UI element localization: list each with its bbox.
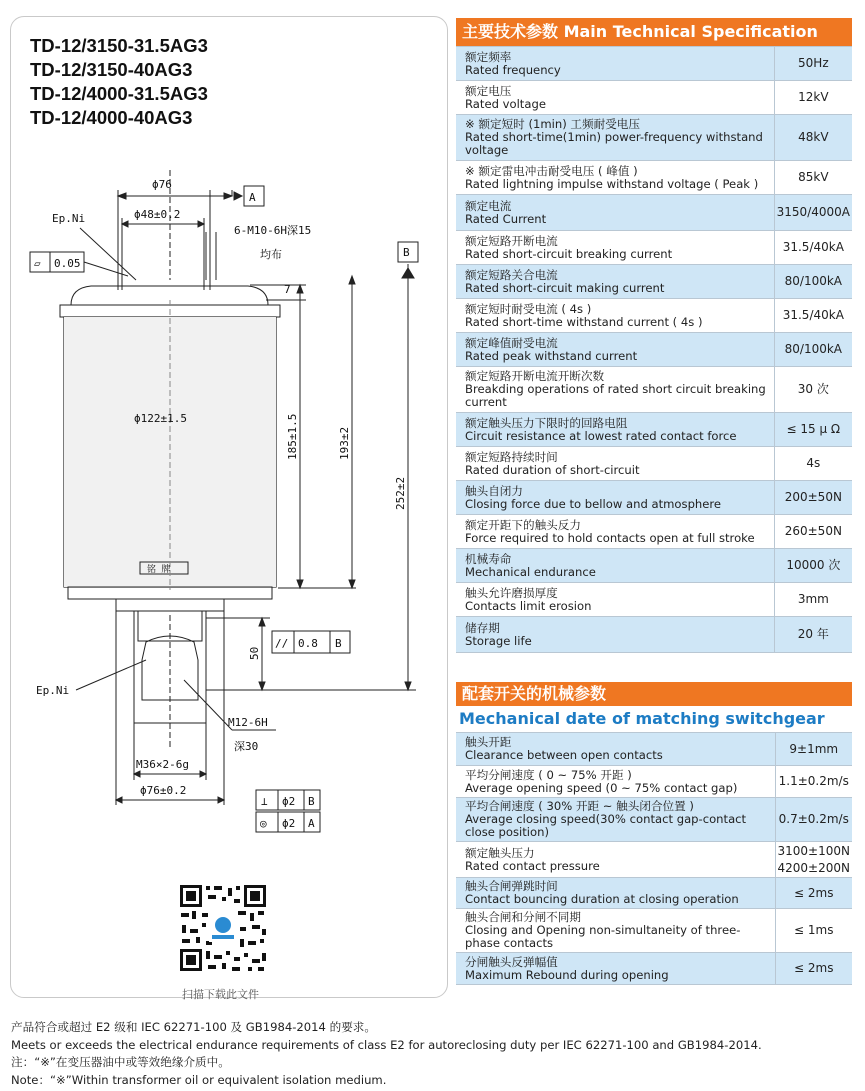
spec-row (456, 81, 852, 115)
parallel-symbol: // (275, 637, 289, 650)
spec-label-en: Contacts limit erosion (465, 598, 592, 613)
spec-label (456, 195, 774, 231)
depth30-label: 深30 (234, 740, 259, 753)
spec-value (774, 515, 852, 549)
parallel-ref: B (335, 637, 342, 650)
spec-label-zh: 分闸触头反弹幅值 (465, 954, 558, 969)
parallel-value: 0.8 (298, 637, 318, 650)
qr-caption: 扫描下载此文件 (182, 988, 259, 1001)
spec-label-zh: ※ 额定短时 (1min) 工频耐受电压 (465, 117, 640, 131)
spec-value-text: ≤ 15 μ Ω (786, 422, 841, 436)
spec-label-zh: 触头开距 (465, 735, 512, 749)
spec-value (774, 413, 852, 447)
spec-label-zh: 额定短时耐受电流 ( 4s ) (465, 301, 592, 316)
spec-label (456, 909, 775, 953)
dim-252: 252±2 (394, 476, 407, 510)
spec-label (456, 798, 775, 842)
spec-row (456, 265, 852, 299)
spec-value-text: 260±50N (784, 524, 842, 538)
logo-icon (215, 917, 231, 933)
dim-d122: ϕ122±1.5 (134, 412, 187, 425)
spec-label-en: Rated voltage (465, 96, 546, 111)
spec-value-text: 3100±100N (777, 843, 850, 858)
spec-label-en: Contact bouncing duration at closing operation (465, 892, 739, 906)
spec-label-zh: 触头自闭力 (465, 483, 523, 498)
spec-label-en: Rated short-circuit making current (465, 280, 665, 295)
spec-value-text: 10000 次 (786, 558, 841, 572)
spec-row (456, 447, 852, 481)
spec-value-text: ≤ 2ms (794, 961, 834, 975)
footer-line: Meets or exceeds the electrical endurance requirements of class E2 for autoreclosing duty per IEC 62271-100 and GB1984-2014. (11, 1037, 762, 1052)
spec-row (456, 953, 852, 985)
spec-label-en: Mechanical endurance (465, 564, 596, 579)
dim-d76-top: ϕ76 (152, 178, 172, 191)
spec-value-text: 9±1mm (789, 741, 839, 756)
spec-label-zh: 额定短路关合电流 (465, 267, 558, 282)
ep-ni-bottom-label: Ep.Ni (36, 684, 70, 697)
spec-label-zh: 额定短路开断电流 (465, 233, 558, 248)
spec-label (456, 515, 774, 549)
mech-table (456, 732, 852, 985)
spec-label-en: Closing and Opening non-simultaneity of three-phase contacts (465, 923, 741, 950)
spec-value-text: 85kV (798, 170, 829, 184)
qr-code[interactable] (178, 883, 268, 973)
spec-label-en: Average opening speed (0 ~ 75% contact gap) (465, 780, 738, 795)
spec-label-en: Rated short-time withstand current ( 4s ) (465, 314, 703, 329)
spec-label-zh: 额定频率 (465, 49, 512, 64)
spec-label-zh: 额定开距下的触头反力 (465, 517, 581, 532)
dim-50: 50 (248, 646, 261, 660)
spec-label (456, 265, 774, 299)
m36-label: M36×2-6g (136, 758, 189, 771)
model-name: TD-12/3150-31.5AG3 (30, 35, 208, 56)
spec-label-zh: 额定峰值耐受电流 (465, 335, 558, 350)
spec-label-en: Maximum Rebound during opening (465, 967, 669, 982)
spec-row (456, 909, 852, 953)
spec-label (456, 447, 774, 481)
spec-table (456, 46, 852, 653)
flatness-value: 0.05 (54, 257, 81, 270)
dim-185: 185±1.5 (286, 413, 299, 460)
spec-value (774, 617, 852, 653)
spec-value (774, 299, 852, 333)
dim-d76-bottom: ϕ76±0.2 (140, 784, 187, 797)
spec-row (456, 842, 852, 878)
spec-label (456, 481, 774, 515)
spec-section (456, 18, 852, 653)
spec-label (456, 81, 774, 115)
spec-label-zh: 平均合闸速度 ( 30% 开距 ~ 触头闭合位置 ) (465, 799, 694, 813)
model-name: TD-12/3150-40AG3 (30, 59, 193, 80)
nameplate-label: 铭 牌 (147, 565, 171, 575)
spec-label (456, 953, 775, 985)
spec-value (774, 195, 852, 231)
footer-line: Note：“※”Within transformer oil or equivalent isolation medium. (11, 1072, 387, 1087)
spec-label-en: Rated short-time(1min) power-frequency withstand voltage (465, 130, 763, 157)
datum-a-label: A (249, 191, 256, 204)
model-name: TD-12/4000-40AG3 (30, 107, 193, 128)
dim-d48: ϕ48±0.2 (134, 208, 181, 221)
spec-value-text: 3mm (797, 592, 829, 606)
concentric-symbol: ◎ (260, 817, 267, 830)
spec-label-en: Circuit resistance at lowest rated contact force (465, 428, 737, 443)
spec-value-text: 50Hz (798, 56, 829, 70)
spec-value (774, 47, 852, 81)
spec-label-zh: 额定短路开断电流开断次数 (465, 369, 605, 383)
spec-label-zh: 储存期 (465, 620, 500, 635)
spec-row (456, 47, 852, 81)
spec-label (456, 549, 774, 583)
spec-label (456, 47, 774, 81)
spec-row (456, 515, 852, 549)
spec-label-en: Storage life (465, 633, 532, 648)
spec-label-zh: 机械寿命 (465, 551, 512, 566)
spec-label-zh: ※ 额定雷电冲击耐受电压 ( 峰值 ) (465, 163, 638, 178)
dim-7: 7 (284, 283, 291, 296)
spec-row (456, 161, 852, 195)
spec-label (456, 299, 774, 333)
spec-value-text: 30 次 (797, 382, 829, 396)
spec-row (456, 798, 852, 842)
thread-top-label: 6-M10-6H深15 (234, 224, 312, 237)
spec-row (456, 878, 852, 909)
spec-row (456, 413, 852, 447)
spec-value (774, 231, 852, 265)
spec-label-en: Rated frequency (465, 62, 561, 77)
spec-label-en: Rated duration of short-circuit (465, 462, 640, 477)
spec-value-text: 12kV (798, 90, 829, 104)
spec-value (775, 878, 852, 909)
spec-value (774, 265, 852, 299)
spec-value (774, 549, 852, 583)
spec-label-en: Rated short-circuit breaking current (465, 246, 673, 261)
spec-row (456, 617, 852, 653)
flatness-symbol: ▱ (34, 257, 41, 270)
spec-value-text: ≤ 1ms (794, 923, 834, 937)
spec-row (456, 583, 852, 617)
spec-label (456, 413, 774, 447)
spec-row (456, 481, 852, 515)
spec-value (775, 798, 852, 842)
spec-label (456, 617, 774, 653)
spec-label-zh: 触头合闸和分闸不同期 (465, 910, 581, 924)
spec-label-zh: 触头合闸弹跳时间 (465, 879, 558, 893)
mech-section-subtitle: Mechanical date of matching switchgear (459, 709, 825, 728)
spec-value-text: 1.1±0.2m/s (778, 774, 849, 788)
spec-row (456, 367, 852, 413)
spec-value-text: 4s (806, 456, 821, 470)
spec-value-text: 31.5/40kA (782, 308, 844, 322)
spec-label (456, 766, 775, 798)
datum-b-label: B (403, 246, 410, 259)
footer-notes (11, 1019, 762, 1089)
spec-label-en: Rated contact pressure (465, 858, 600, 873)
spec-row (456, 231, 852, 265)
ep-ni-top-label: Ep.Ni (52, 212, 86, 225)
spec-label-en: Rated lightning impulse withstand voltage ( Peak ) (465, 176, 759, 191)
spec-label-en: Rated Current (465, 211, 547, 226)
spec-value-text: 48kV (798, 130, 829, 144)
spec-label-en: Closing force due to bellow and atmosphere (465, 496, 722, 511)
spec-label-en: Breakding operations of rated short circuit breaking current (465, 382, 766, 409)
spec-value (775, 842, 852, 878)
perp-symbol: ⊥ (261, 795, 268, 808)
perp-ref: B (308, 795, 315, 808)
spec-row (456, 733, 852, 766)
spec-label (456, 878, 775, 909)
spec-row (456, 299, 852, 333)
perp-value: ϕ2 (282, 795, 296, 808)
spec-value-text: 200±50N (784, 490, 842, 504)
spec-label (456, 367, 774, 413)
spec-label (456, 583, 774, 617)
spec-label-zh: 平均分闸速度 ( 0 ~ 75% 开距 ) (465, 767, 632, 782)
spec-label-en: Rated peak withstand current (465, 348, 638, 363)
spec-label-zh: 额定电流 (465, 198, 512, 213)
spec-label-zh: 额定短路持续时间 (465, 449, 558, 464)
spec-value (774, 367, 852, 413)
footer-line: 注：“※”在变压器油中或等效绝缘介质中。 (11, 1055, 230, 1069)
spec-label (456, 733, 775, 766)
spec-row (456, 195, 852, 231)
spec-value-text: 20 年 (797, 627, 829, 641)
spec-value (774, 481, 852, 515)
concentric-value: ϕ2 (282, 817, 296, 830)
spec-label-zh: 额定电压 (465, 83, 512, 98)
technical-drawing (16, 160, 436, 840)
spec-value (775, 766, 852, 798)
spec-label (456, 161, 774, 195)
spec-value-text: 0.7±0.2m/s (778, 812, 849, 826)
m12-label: M12-6H (228, 716, 268, 729)
spec-value-text: ≤ 2ms (794, 885, 834, 900)
spec-label-zh: 触头允许磨损厚度 (465, 585, 558, 600)
spec-label (456, 115, 774, 161)
spec-value-text: 3150/4000A (776, 205, 850, 219)
footer-line: 产品符合或超过 E2 级和 IEC 62271-100 及 GB1984-2014 的要求。 (11, 1020, 376, 1034)
model-list (30, 34, 208, 130)
spec-value-text: 80/100kA (784, 342, 843, 356)
spec-label-en: Force required to hold contacts open at full stroke (465, 530, 755, 545)
spec-row (456, 115, 852, 161)
mech-section-title: 配套开关的机械参数 (456, 682, 852, 706)
spec-section-title: 主要技术参数 Main Technical Specification (456, 18, 852, 46)
concentric-ref: A (308, 817, 315, 830)
spec-row (456, 766, 852, 798)
spec-value (774, 583, 852, 617)
model-name: TD-12/4000-31.5AG3 (30, 83, 208, 104)
uniform-label: 均布 (260, 248, 282, 261)
spec-value (774, 333, 852, 367)
spec-label (456, 231, 774, 265)
spec-value-text: 80/100kA (784, 274, 843, 288)
spec-row (456, 333, 852, 367)
spec-value (775, 733, 852, 766)
spec-value (775, 909, 852, 953)
spec-label-en: Average closing speed(30% contact gap-contact close position) (465, 812, 747, 839)
spec-value-text: 31.5/40kA (782, 240, 844, 254)
spec-value-text: 4200±200N (777, 860, 850, 875)
spec-row (456, 549, 852, 583)
spec-label-en: Clearance between open contacts (465, 748, 663, 762)
spec-label-zh: 额定触头压力下限时的回路电阻 (465, 415, 628, 430)
spec-value (774, 161, 852, 195)
spec-label (456, 333, 774, 367)
spec-value (774, 447, 852, 481)
spec-label-zh: 额定触头压力 (465, 845, 535, 860)
dim-193: 193±2 (338, 426, 351, 460)
mech-section (456, 682, 852, 985)
spec-label (456, 842, 775, 878)
spec-value (774, 115, 852, 161)
spec-value (775, 953, 852, 985)
spec-value (774, 81, 852, 115)
